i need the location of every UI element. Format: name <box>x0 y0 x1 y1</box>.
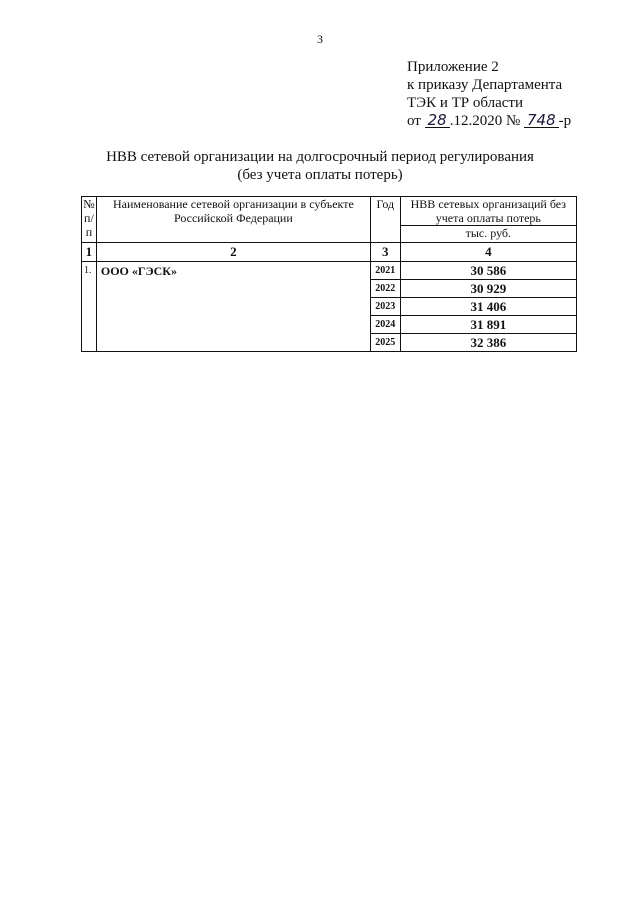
value-cell: 32 386 <box>400 334 576 352</box>
appendix-title: Приложение 2 <box>407 59 499 75</box>
year-cell: 2024 <box>370 316 400 334</box>
value-cell: 30 586 <box>400 262 576 280</box>
column-number: 2 <box>96 243 370 262</box>
date-rest: .12.2020 № <box>449 113 521 129</box>
column-number: 1 <box>82 243 97 262</box>
value-cell: 31 891 <box>400 316 576 334</box>
row-number: 1. <box>82 262 97 352</box>
appendix-block <box>407 58 571 130</box>
date-prefix: от <box>407 113 421 129</box>
handwritten-order-number: 748 <box>524 113 559 128</box>
header-year: Год <box>370 197 400 243</box>
nvv-table <box>81 196 577 352</box>
order-suffix: -р <box>558 113 572 129</box>
appendix-date-line <box>407 112 571 130</box>
organization-name: ООО «ГЭСК» <box>96 262 370 352</box>
header-num: № п/п <box>82 197 97 243</box>
header-unit: тыс. руб. <box>400 226 576 243</box>
title-line-2: (без учета оплаты потерь) <box>237 167 403 183</box>
value-cell: 30 929 <box>400 280 576 298</box>
year-cell: 2021 <box>370 262 400 280</box>
page-number: 3 <box>317 32 323 46</box>
column-number: 4 <box>400 243 576 262</box>
header-nvv: НВВ сетевых организаций без учета оплаты потерь <box>400 197 576 226</box>
value-cell: 31 406 <box>400 298 576 316</box>
document-title <box>0 148 640 184</box>
column-number: 3 <box>370 243 400 262</box>
header-row <box>82 197 577 226</box>
year-cell: 2023 <box>370 298 400 316</box>
handwritten-day: 28 <box>425 113 450 128</box>
appendix-department: ТЭК и ТР области <box>407 95 523 111</box>
header-name: Наименование сетевой организации в субъекте Российской Федерации <box>96 197 370 243</box>
title-line-1: НВВ сетевой организации на долгосрочный период регулирования <box>106 149 534 165</box>
table-row <box>82 262 577 280</box>
appendix-order-ref: к приказу Департамента <box>407 77 563 93</box>
column-number-row <box>82 243 577 262</box>
year-cell: 2022 <box>370 280 400 298</box>
year-cell: 2025 <box>370 334 400 352</box>
